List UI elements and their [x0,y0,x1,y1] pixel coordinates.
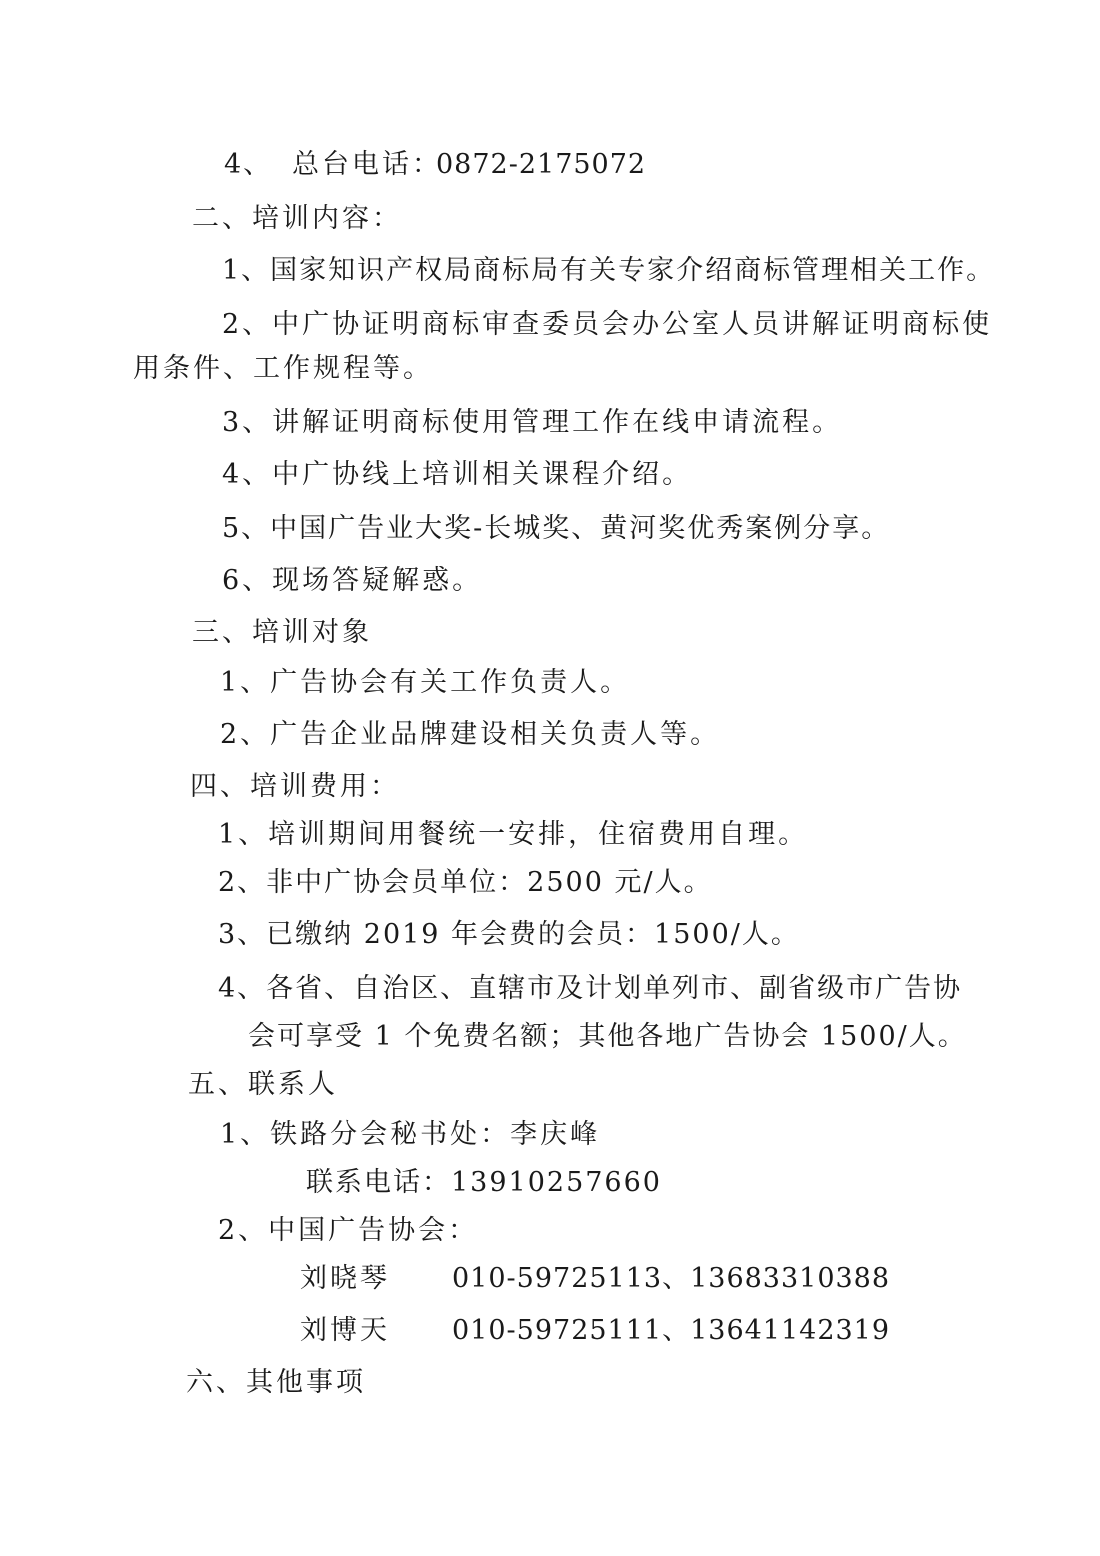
content-item-3: 3、讲解证明商标使用管理工作在线申请流程。 [222,407,843,438]
section-heading-fees: 四、培训费用： [190,771,400,802]
audience-item-2: 2、广告企业品牌建设相关负责人等。 [220,719,721,750]
content-item-1: 1、国家知识产权局商标局有关专家介绍商标管理相关工作。 [222,255,996,286]
fees-item-1: 1、培训期间用餐统一安排，住宿费用自理。 [218,819,809,850]
contacts-item-2: 2、中国广告协会： [218,1215,479,1246]
content-item-2: 2、中广协证明商标审查委员会办公室人员讲解证明商标使 [222,309,993,340]
fees-item-3: 3、已缴纳 2019 年会费的会员：1500/人。 [218,919,800,950]
fees-item-4: 4、各省、自治区、直辖市及计划单列市、副省级市广告协 [218,973,963,1004]
phone-item-value: 0872-2175072 [436,149,647,180]
contact-person-phones: 010-59725111、13641142319 [452,1315,891,1346]
contact-person-name: 刘晓琴 [300,1263,390,1294]
content-item-2-cont: 用条件、工作规程等。 [133,353,433,384]
contact-person-name: 刘博天 [300,1315,390,1346]
phone-item-number: 4、 [224,149,273,180]
content-item-4: 4、中广协线上培训相关课程介绍。 [222,459,693,490]
contact-person-phones: 010-59725113、13683310388 [452,1263,891,1294]
contacts-item-1: 1、铁路分会秘书处：李庆峰 [220,1119,601,1150]
fees-item-4-cont: 会可享受 1 个免费名额；其他各地广告协会 1500/人。 [248,1021,967,1052]
audience-item-1: 1、广告协会有关工作负责人。 [220,667,631,698]
section-heading-other: 六、其他事项 [186,1367,366,1398]
phone-item-label: 总台电话： [292,149,442,180]
contacts-item-1-phone: 联系电话：13910257660 [306,1167,662,1198]
section-heading-audience: 三、培训对象 [192,617,372,648]
fees-item-2: 2、非中广协会员单位：2500 元/人。 [218,867,713,898]
section-heading-contacts: 五、联系人 [188,1069,338,1100]
section-heading-content: 二、培训内容： [192,203,402,234]
content-item-5: 5、中国广告业大奖-长城奖、黄河奖优秀案例分享。 [222,513,891,544]
content-item-6: 6、现场答疑解惑。 [222,565,483,596]
